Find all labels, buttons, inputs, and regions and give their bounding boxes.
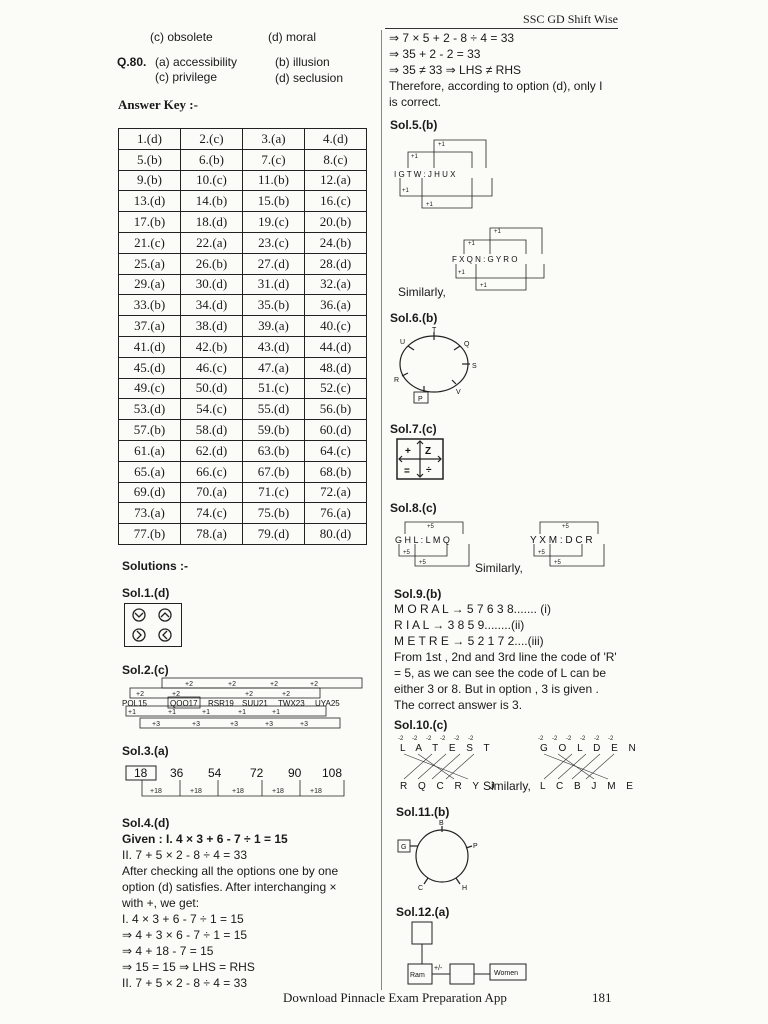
sol1-figure — [124, 603, 182, 647]
q80-option-c: (c) privilege — [155, 70, 218, 84]
sol3-term-1: 18 — [134, 766, 148, 780]
answer-key-cell: 43.(d) — [243, 336, 305, 357]
answer-key-cell: 17.(b) — [119, 212, 181, 233]
sol2-plus2-d: +2 — [310, 681, 318, 688]
answer-key-cell: 61.(a) — [119, 440, 181, 461]
sol2-plus2-a: +2 — [185, 681, 193, 688]
answer-key-row — [119, 482, 367, 503]
sol9-line: M E T R E → 5 2 1 7 2....(iii) — [394, 634, 544, 648]
sol5-plus1: +1 — [438, 142, 445, 148]
sol10-minus2: -2 — [538, 736, 544, 742]
sol5-similarly: Similarly, — [398, 285, 446, 299]
sol3-term-6: 108 — [322, 766, 343, 780]
sol2-term-2: QOO17 — [170, 699, 198, 708]
answer-key-cell: 7.(c) — [243, 149, 305, 170]
sol10-minus2: -2 — [594, 736, 600, 742]
sol2-plus2-h: +2 — [282, 691, 290, 698]
answer-key-cell: 51.(c) — [243, 378, 305, 399]
sol9-line: M O R A L → 5 7 6 3 8....... (i) — [394, 602, 551, 616]
sol11-circle-diagram — [396, 818, 496, 894]
sol10-diagram-left — [396, 733, 499, 793]
answer-key-cell: 79.(d) — [243, 524, 305, 545]
sol7-figure — [396, 438, 446, 482]
answer-key-cell: 46.(c) — [181, 357, 243, 378]
sol3-title: Sol.3.(a) — [122, 744, 169, 758]
header-rule — [385, 28, 618, 29]
sol7-title: Sol.7.(c) — [390, 422, 437, 436]
sol10-diagram-right — [536, 733, 640, 793]
sol4-line: After checking all the options one by one — [122, 864, 339, 878]
sol5-plus1: +1 — [468, 241, 475, 247]
sol2-plus3-d: +3 — [265, 721, 273, 728]
sol5-row2: F X Q N : G Y R O — [452, 255, 518, 264]
solutions-title: Solutions :- — [122, 559, 188, 573]
answer-key-row — [119, 295, 367, 316]
sol2-diagram — [120, 678, 365, 734]
sol4-line: II. 7 + 5 × 2 - 8 ÷ 4 = 33 — [122, 976, 247, 990]
answer-key-row — [119, 336, 367, 357]
answer-key-cell: 56.(b) — [305, 399, 367, 420]
answer-key-cell: 23.(c) — [243, 232, 305, 253]
answer-key-row — [119, 253, 367, 274]
sol4-cont-line: Therefore, according to option (d), only I — [389, 79, 603, 93]
answer-key-cell: 15.(b) — [243, 191, 305, 212]
answer-key-cell: 14.(b) — [181, 191, 243, 212]
answer-key-row — [119, 191, 367, 212]
running-header: SSC GD Shift Wise — [523, 12, 618, 26]
sol4-line: ⇒ 4 + 18 - 7 = 15 — [122, 944, 214, 958]
answer-key-cell: 13.(d) — [119, 191, 181, 212]
answer-key-row — [119, 524, 367, 545]
sol10-right-top: G O L D E N — [540, 743, 640, 754]
sol10-left-top: L A T E S T — [400, 743, 494, 754]
answer-key-row — [119, 461, 367, 482]
sol8-diagram-left — [393, 516, 485, 572]
answer-key-cell: 19.(c) — [243, 212, 305, 233]
sol5-diagram-1 — [392, 134, 502, 216]
answer-key-cell: 36.(a) — [305, 295, 367, 316]
sol4-title: Sol.4.(d) — [122, 816, 170, 830]
sol1-symbols — [125, 604, 181, 646]
sol8-plus5: +5 — [419, 560, 426, 566]
sol6-label-p: P — [418, 396, 423, 403]
sol2-plus3-b: +3 — [192, 721, 200, 728]
sol10-minus2: -2 — [440, 736, 446, 742]
answer-key-cell: 34.(d) — [181, 295, 243, 316]
sol6-label-r: R — [394, 377, 400, 384]
page-number: 181 — [592, 990, 612, 1005]
answer-key-cell: 9.(b) — [119, 170, 181, 191]
sol10-minus2: -2 — [608, 736, 614, 742]
answer-key-cell: 74.(c) — [181, 503, 243, 524]
sol2-plus2-f: +2 — [172, 691, 180, 698]
answer-key-cell: 63.(b) — [243, 440, 305, 461]
sol3-diff-1: +18 — [150, 788, 162, 795]
sol1-title: Sol.1.(d) — [122, 586, 170, 600]
answer-key-cell: 2.(c) — [181, 129, 243, 150]
sol11-title: Sol.11.(b) — [396, 805, 450, 819]
answer-key-cell: 38.(d) — [181, 316, 243, 337]
sol5-plus1: +1 — [480, 283, 487, 289]
answer-key-table — [118, 128, 367, 545]
sol3-term-5: 90 — [288, 766, 302, 780]
q80-option-a: (a) accessibility — [155, 55, 238, 69]
answer-key-cell: 29.(a) — [119, 274, 181, 295]
sol6-label-s: S — [472, 363, 477, 370]
sol9-line: R I A L → 3 8 5 9........(ii) — [394, 618, 525, 632]
svg-text:Z: Z — [425, 446, 432, 457]
sol4-line: II. 7 + 5 × 2 - 8 ÷ 4 = 33 — [122, 848, 247, 862]
answer-key-cell: 57.(b) — [119, 420, 181, 441]
answer-key-cell: 55.(d) — [243, 399, 305, 420]
q80-number: Q.80. — [117, 55, 147, 69]
sol2-plus2-b: +2 — [228, 681, 236, 688]
sol11-label-p: P — [473, 843, 478, 850]
answer-key-cell: 65.(a) — [119, 461, 181, 482]
sol2-plus2-c: +2 — [270, 681, 278, 688]
sol11-label-g: G — [401, 844, 407, 851]
sol6-label-t: T — [432, 327, 437, 334]
answer-key-cell: 21.(c) — [119, 232, 181, 253]
answer-key-cell: 45.(d) — [119, 357, 181, 378]
answer-key-cell: 60.(d) — [305, 420, 367, 441]
sol6-label-v: V — [456, 389, 461, 396]
answer-key-cell: 64.(c) — [305, 440, 367, 461]
answer-key-cell: 54.(c) — [181, 399, 243, 420]
answer-key-cell: 70.(a) — [181, 482, 243, 503]
sol9-body — [394, 601, 644, 713]
answer-key-cell: 52.(c) — [305, 378, 367, 399]
sol3-diff-2: +18 — [190, 788, 202, 795]
answer-key-cell: 77.(b) — [119, 524, 181, 545]
answer-key-row — [119, 232, 367, 253]
answer-key-row — [119, 503, 367, 524]
sol11-label-h: H — [462, 885, 468, 892]
sol8-similarly: Similarly, — [475, 561, 523, 575]
answer-key-cell: 33.(b) — [119, 295, 181, 316]
sol4-cont-line: ⇒ 35 ≠ 33 ⇒ LHS ≠ RHS — [389, 63, 521, 77]
answer-key-cell: 75.(b) — [243, 503, 305, 524]
answer-key-cell: 50.(d) — [181, 378, 243, 399]
answer-key-cell: 32.(a) — [305, 274, 367, 295]
answer-key-cell: 69.(d) — [119, 482, 181, 503]
answer-key-cell: 8.(c) — [305, 149, 367, 170]
answer-key-row — [119, 170, 367, 191]
sol4-cont-line: ⇒ 7 × 5 + 2 - 8 ÷ 4 = 33 — [389, 31, 515, 45]
sol6-label-u: U — [400, 339, 406, 346]
sol8-plus5: +5 — [427, 524, 434, 530]
answer-key-cell: 3.(a) — [243, 129, 305, 150]
sol2-term-3: RSR19 — [208, 699, 234, 708]
sol6-label-q: Q — [464, 341, 470, 348]
answer-key-cell: 40.(c) — [305, 316, 367, 337]
answer-key-cell: 47.(a) — [243, 357, 305, 378]
sol6-title: Sol.6.(b) — [390, 311, 438, 325]
sol3-diagram — [122, 762, 362, 802]
sol4-cont-line: is correct. — [389, 95, 442, 109]
answer-key-cell: 16.(c) — [305, 191, 367, 212]
answer-key-row — [119, 212, 367, 233]
footer-text: Download Pinnacle Exam Preparation App — [283, 990, 507, 1005]
sol10-similarly: Similarly, — [483, 779, 531, 793]
answer-key-cell: 22.(a) — [181, 232, 243, 253]
sol10-minus2: -2 — [426, 736, 432, 742]
sol12-ram: Ram — [410, 972, 425, 979]
sol3-term-2: 36 — [170, 766, 184, 780]
answer-key-cell: 35.(b) — [243, 295, 305, 316]
answer-key-cell: 62.(d) — [181, 440, 243, 461]
answer-key-cell: 18.(d) — [181, 212, 243, 233]
sol5-plus1: +1 — [494, 229, 501, 235]
sol4-line: I. 4 × 3 + 6 - 7 ÷ 1 = 15 — [122, 912, 244, 926]
sol11-label-c: C — [418, 885, 424, 892]
answer-key-cell: 30.(d) — [181, 274, 243, 295]
answer-key-cell: 1.(d) — [119, 129, 181, 150]
sol10-minus2: -2 — [398, 736, 404, 742]
answer-key-cell: 6.(b) — [181, 149, 243, 170]
sol10-title: Sol.10.(c) — [394, 718, 448, 732]
sol10-minus2: -2 — [454, 736, 460, 742]
sol10-left-bottom: R Q C R Y J — [400, 781, 499, 792]
sol4-line: Given : I. 4 × 3 + 6 - 7 ÷ 1 = 15 — [122, 832, 288, 846]
answer-key-cell: 5.(b) — [119, 149, 181, 170]
sol10-minus2: -2 — [552, 736, 558, 742]
sol8-title: Sol.8.(c) — [390, 501, 437, 515]
answer-key-cell: 10.(c) — [181, 170, 243, 191]
sol2-term-6: UYA25 — [315, 699, 340, 708]
answer-key-cell: 41.(d) — [119, 336, 181, 357]
sol2-plus3-a: +3 — [152, 721, 160, 728]
sol2-plus1-d: +1 — [238, 709, 246, 716]
sol8-plus5: +5 — [403, 550, 410, 556]
answer-key-cell: 27.(d) — [243, 253, 305, 274]
svg-text:÷: ÷ — [426, 465, 432, 476]
column-divider — [381, 30, 382, 990]
sol3-diff-3: +18 — [232, 788, 244, 795]
answer-key-row — [119, 440, 367, 461]
answer-key-cell: 53.(d) — [119, 399, 181, 420]
answer-key-cell: 67.(b) — [243, 461, 305, 482]
sol12-plus-minus: +/- — [434, 965, 443, 972]
sol9-line: either 3 or 8. But in option , 3 is given . — [394, 682, 599, 696]
sol2-plus1-e: +1 — [272, 709, 280, 716]
sol2-plus1-a: +1 — [128, 709, 136, 716]
sol4-line: with +, we get: — [122, 896, 200, 910]
sol8-diagram-right — [528, 516, 620, 574]
answer-key-cell: 28.(d) — [305, 253, 367, 274]
answer-key-row — [119, 316, 367, 337]
sol3-term-4: 72 — [250, 766, 264, 780]
q80-option-b: (b) illusion — [275, 55, 330, 69]
answer-key-cell: 78.(a) — [181, 524, 243, 545]
sol4-line: ⇒ 4 + 3 × 6 - 7 ÷ 1 = 15 — [122, 928, 248, 942]
sol12-title: Sol.12.(a) — [396, 905, 450, 919]
answer-key-row — [119, 378, 367, 399]
answer-key-cell: 37.(a) — [119, 316, 181, 337]
answer-key-cell: 25.(a) — [119, 253, 181, 274]
sol9-title: Sol.9.(b) — [394, 587, 442, 601]
sol9-line: = 5, as we can see the code of L can be — [394, 666, 607, 680]
sol10-minus2: -2 — [468, 736, 474, 742]
answer-key-cell: 11.(b) — [243, 170, 305, 191]
answer-key-cell: 44.(d) — [305, 336, 367, 357]
sol11-label-b: B — [439, 820, 444, 827]
sol12-family-tree — [404, 918, 534, 988]
answer-key-cell: 58.(d) — [181, 420, 243, 441]
answer-key-cell: 48.(d) — [305, 357, 367, 378]
sol8-left: G H L : L M Q — [395, 535, 450, 545]
answer-key-row — [119, 420, 367, 441]
sol2-term-4: SUU21 — [242, 699, 268, 708]
sol8-plus5: +5 — [538, 550, 545, 556]
sol5-diagram-2 — [450, 222, 560, 298]
sol10-minus2: -2 — [566, 736, 572, 742]
sol5-plus1: +1 — [411, 154, 418, 160]
answer-key-cell: 80.(d) — [305, 524, 367, 545]
answer-key-row — [119, 274, 367, 295]
answer-key-cell: 26.(b) — [181, 253, 243, 274]
sol9-line: From 1st , 2nd and 3rd line the code of 'R' — [394, 650, 617, 664]
sol3-diff-4: +18 — [272, 788, 284, 795]
sol2-plus2-g: +2 — [245, 691, 253, 698]
sol2-term-5: TWX23 — [278, 699, 305, 708]
sol2-plus1-c: +1 — [202, 709, 210, 716]
sol9-line: The correct answer is 3. — [394, 698, 523, 712]
answer-key-cell: 24.(b) — [305, 232, 367, 253]
sol12-women: Women — [494, 970, 518, 977]
answer-key-cell: 12.(a) — [305, 170, 367, 191]
sol5-plus1: +1 — [426, 202, 433, 208]
sol8-right: Y X M : D C R — [530, 535, 593, 546]
sol2-plus3-e: +3 — [300, 721, 308, 728]
svg-text:+: + — [405, 446, 411, 457]
sol8-plus5: +5 — [554, 560, 561, 566]
answer-key-cell: 66.(c) — [181, 461, 243, 482]
sol6-circle-diagram — [390, 324, 490, 408]
sol2-term-1: POL15 — [122, 699, 147, 708]
sol10-minus2: -2 — [412, 736, 418, 742]
sol4-line: ⇒ 15 = 15 ⇒ LHS = RHS — [122, 960, 255, 974]
svg-text:=: = — [404, 466, 410, 477]
sol5-plus1: +1 — [458, 270, 465, 276]
sol5-plus1: +1 — [402, 188, 409, 194]
sol8-plus5: +5 — [562, 524, 569, 530]
sol5-title: Sol.5.(b) — [390, 118, 438, 132]
answer-key-title: Answer Key :- — [118, 97, 198, 112]
answer-key-cell: 31.(d) — [243, 274, 305, 295]
sol10-minus2: -2 — [580, 736, 586, 742]
answer-key-row — [119, 129, 367, 150]
answer-key-cell: 76.(a) — [305, 503, 367, 524]
q79-option-d: (d) moral — [268, 30, 317, 44]
sol2-plus1-b: +1 — [168, 709, 176, 716]
sol3-term-3: 54 — [208, 766, 222, 780]
sol4-body — [122, 831, 377, 991]
answer-key-cell: 73.(a) — [119, 503, 181, 524]
answer-key-row — [119, 399, 367, 420]
sol4-cont-line: ⇒ 35 + 2 - 2 = 33 — [389, 47, 481, 61]
answer-key-cell: 71.(c) — [243, 482, 305, 503]
answer-key-cell: 49.(c) — [119, 378, 181, 399]
sol2-plus3-c: +3 — [230, 721, 238, 728]
sol2-plus2-e: +2 — [136, 691, 144, 698]
sol4-continued — [389, 30, 639, 110]
answer-key-cell: 68.(b) — [305, 461, 367, 482]
q80-option-d: (d) seclusion — [275, 71, 344, 85]
sol2-title: Sol.2.(c) — [122, 663, 169, 677]
answer-key-cell: 42.(b) — [181, 336, 243, 357]
answer-key-row — [119, 149, 367, 170]
answer-key-cell: 4.(d) — [305, 129, 367, 150]
answer-key-cell: 39.(a) — [243, 316, 305, 337]
answer-key-cell: 59.(b) — [243, 420, 305, 441]
answer-key-row — [119, 357, 367, 378]
sol3-diff-5: +18 — [310, 788, 322, 795]
sol5-row1: I G T W : J H U X — [394, 170, 456, 179]
answer-key-cell: 72.(a) — [305, 482, 367, 503]
answer-key-cell: 20.(b) — [305, 212, 367, 233]
sol10-right-bottom: L C B J M E — [540, 781, 637, 792]
q79-option-c: (c) obsolete — [150, 30, 213, 44]
sol4-line: option (d) satisfies. After interchanging × — [122, 880, 337, 894]
